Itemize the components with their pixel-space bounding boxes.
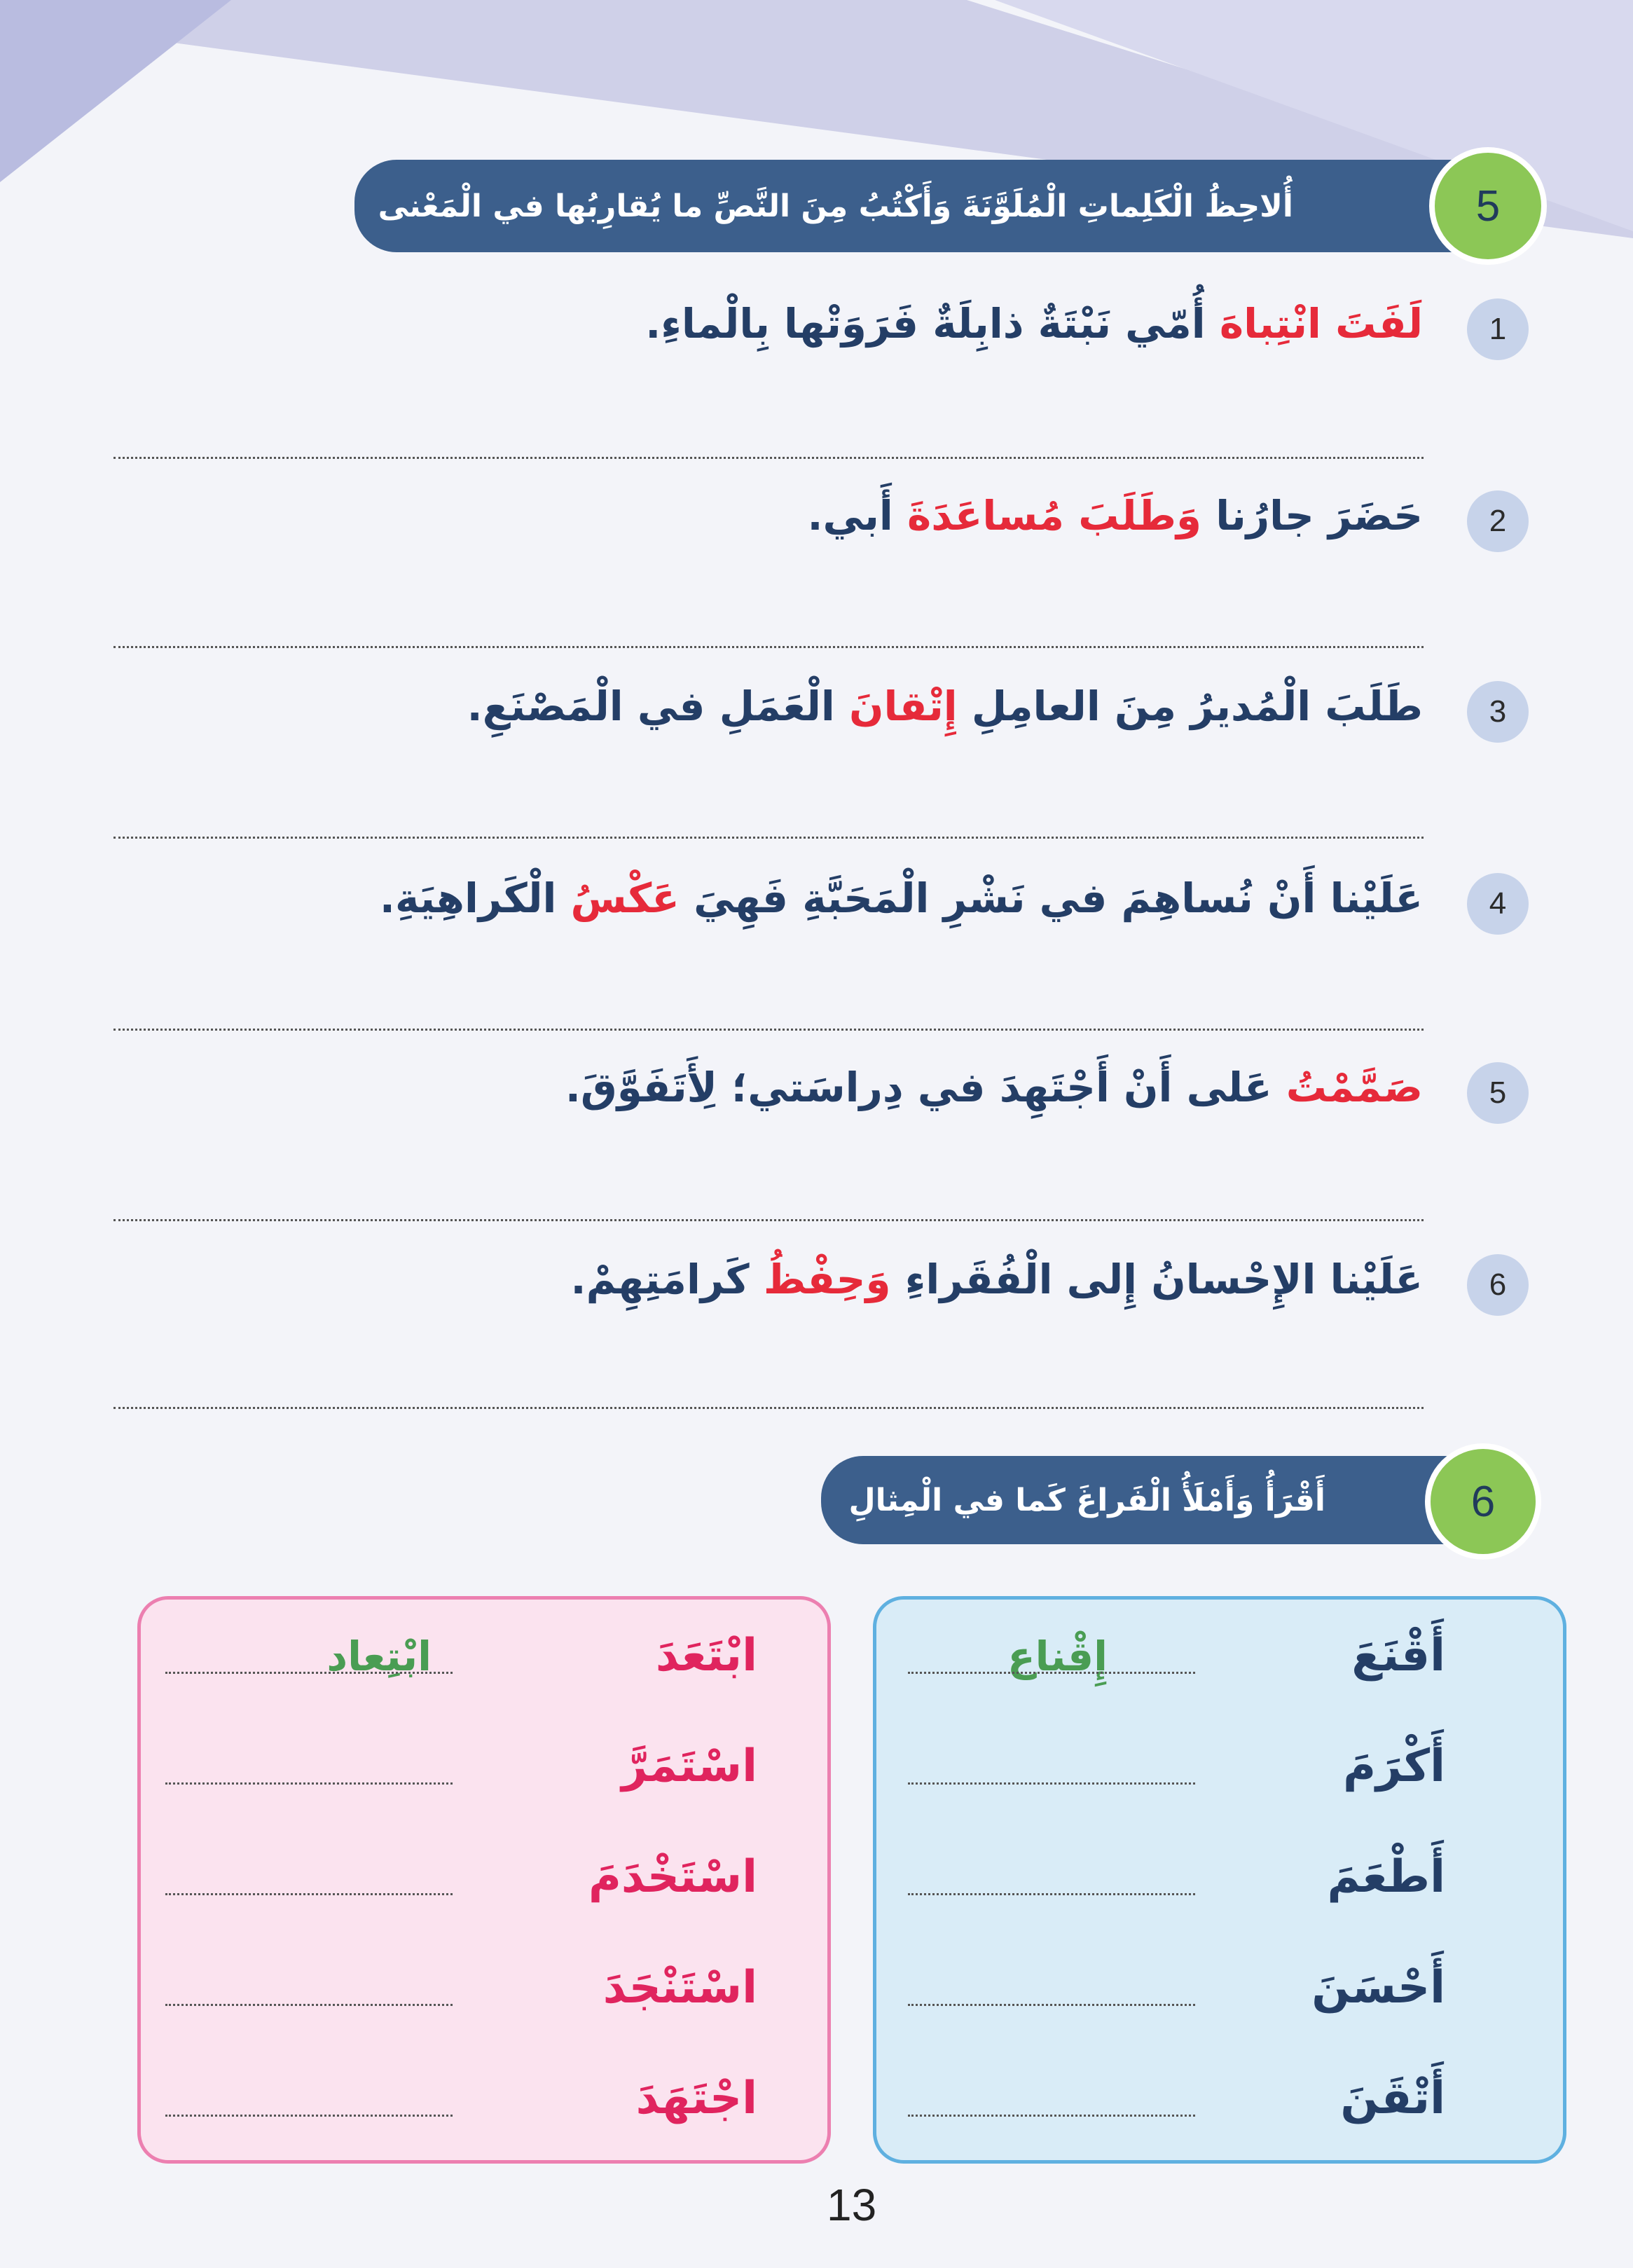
blue-answer-line-4[interactable] xyxy=(908,2004,1195,2006)
pink-answer-line-2[interactable] xyxy=(165,1782,453,1785)
sentence-4: عَلَيْنا أَنْ نُساهِمَ في نَشْرِ الْمَحَبَّةِ فَهِيَ عَكْسُ الْكَراهِيَةِ. xyxy=(379,874,1423,922)
pink-word-2: اسْتَمَرَّ xyxy=(621,1740,757,1792)
blue-word-1: أَقْنَعَ xyxy=(1351,1630,1445,1682)
item-badge-6: 6 xyxy=(1467,1254,1529,1316)
blue-word-3: أَطْعَمَ xyxy=(1327,1851,1445,1903)
answer-line-5[interactable] xyxy=(113,1219,1424,1221)
blue-word-2: أَكْرَمَ xyxy=(1343,1740,1445,1792)
pink-word-1: ابْتَعَدَ xyxy=(655,1630,757,1682)
answer-line-6[interactable] xyxy=(113,1407,1424,1409)
item-badge-4: 4 xyxy=(1467,873,1529,935)
highlighted-word-5: صَمَّمْتُ xyxy=(1286,1064,1423,1111)
sentence-3: طَلَبَ الْمُديرُ مِنَ العامِلِ إِتْقانَ الْعَمَلِ في الْمَصْنَعِ. xyxy=(467,682,1423,730)
answer-line-1[interactable] xyxy=(113,457,1424,459)
section-5-instruction: أُلاحِظُ الْكَلِماتِ الْمُلَوَّنَةَ وَأَكْتُبُ مِنَ النَّصِّ ما يُقارِبُها في الْمَعْنى xyxy=(378,188,1293,224)
section-6-instruction: أَقْرَأُ وَأَمْلَأُ الْفَراغَ كَما في الْمِثالِ xyxy=(848,1482,1325,1518)
blue-answer-line-5[interactable] xyxy=(908,2115,1195,2117)
highlighted-word-6: وَحِفْظُ xyxy=(763,1256,891,1303)
sentence-6: عَلَيْنا الإِحْسانُ إِلى الْفُقَراءِ وَحِفْظُ كَرامَتِهِمْ. xyxy=(570,1256,1423,1303)
blue-answer-line-1[interactable] xyxy=(908,1672,1195,1674)
highlighted-word-2: وَطَلَبَ مُساعَدَةَ xyxy=(907,492,1202,539)
section-5-header xyxy=(354,160,1503,252)
item-badge-5: 5 xyxy=(1467,1062,1529,1124)
blue-word-4: أَحْسَنَ xyxy=(1311,1962,1445,2014)
sentence-1: لَفَتَ انْتِباهَ أُمّي نَبْتَةٌ ذابِلَةٌ فَرَوَتْها بِالْماءِ. xyxy=(645,300,1423,348)
section-5-badge: 5 xyxy=(1429,147,1547,265)
blue-example-answer: إِقْناع xyxy=(1007,1633,1108,1680)
sentence-2: حَضَرَ جارُنا وَطَلَبَ مُساعَدَةَ أَبي. xyxy=(807,492,1423,539)
pink-answer-line-5[interactable] xyxy=(165,2115,453,2117)
highlighted-word-1: لَفَتَ انْتِباهَ xyxy=(1219,300,1423,348)
blue-word-panel xyxy=(873,1596,1566,2164)
highlighted-word-4: عَكْسُ xyxy=(570,874,680,922)
item-badge-1: 1 xyxy=(1467,298,1529,360)
pink-word-5: اجْتَهَدَ xyxy=(635,2073,757,2124)
answer-line-4[interactable] xyxy=(113,1029,1424,1031)
item-badge-2: 2 xyxy=(1467,490,1529,552)
pink-answer-line-4[interactable] xyxy=(165,2004,453,2006)
pink-answer-line-3[interactable] xyxy=(165,1893,453,1895)
sentence-5: صَمَّمْتُ عَلى أَنْ أَجْتَهِدَ في دِراسَتي؛ لِأَتَفَوَّقَ. xyxy=(565,1064,1423,1111)
answer-line-3[interactable] xyxy=(113,837,1424,839)
answer-line-2[interactable] xyxy=(113,646,1424,648)
item-badge-3: 3 xyxy=(1467,681,1529,743)
pink-word-4: اسْتَنْجَدَ xyxy=(602,1962,757,2014)
section-6-header xyxy=(821,1456,1508,1544)
page-number: 13 xyxy=(827,2180,877,2230)
blue-answer-line-3[interactable] xyxy=(908,1893,1195,1895)
pink-word-3: اسْتَخْدَمَ xyxy=(588,1851,757,1903)
highlighted-word-3: إِتْقانَ xyxy=(848,682,958,730)
section-6-badge: 6 xyxy=(1425,1443,1541,1560)
blue-word-5: أَتْقَنَ xyxy=(1340,2073,1445,2124)
pink-example-answer: ابْتِعاد xyxy=(326,1633,432,1680)
pink-answer-line-1[interactable] xyxy=(165,1672,453,1674)
blue-answer-line-2[interactable] xyxy=(908,1782,1195,1785)
